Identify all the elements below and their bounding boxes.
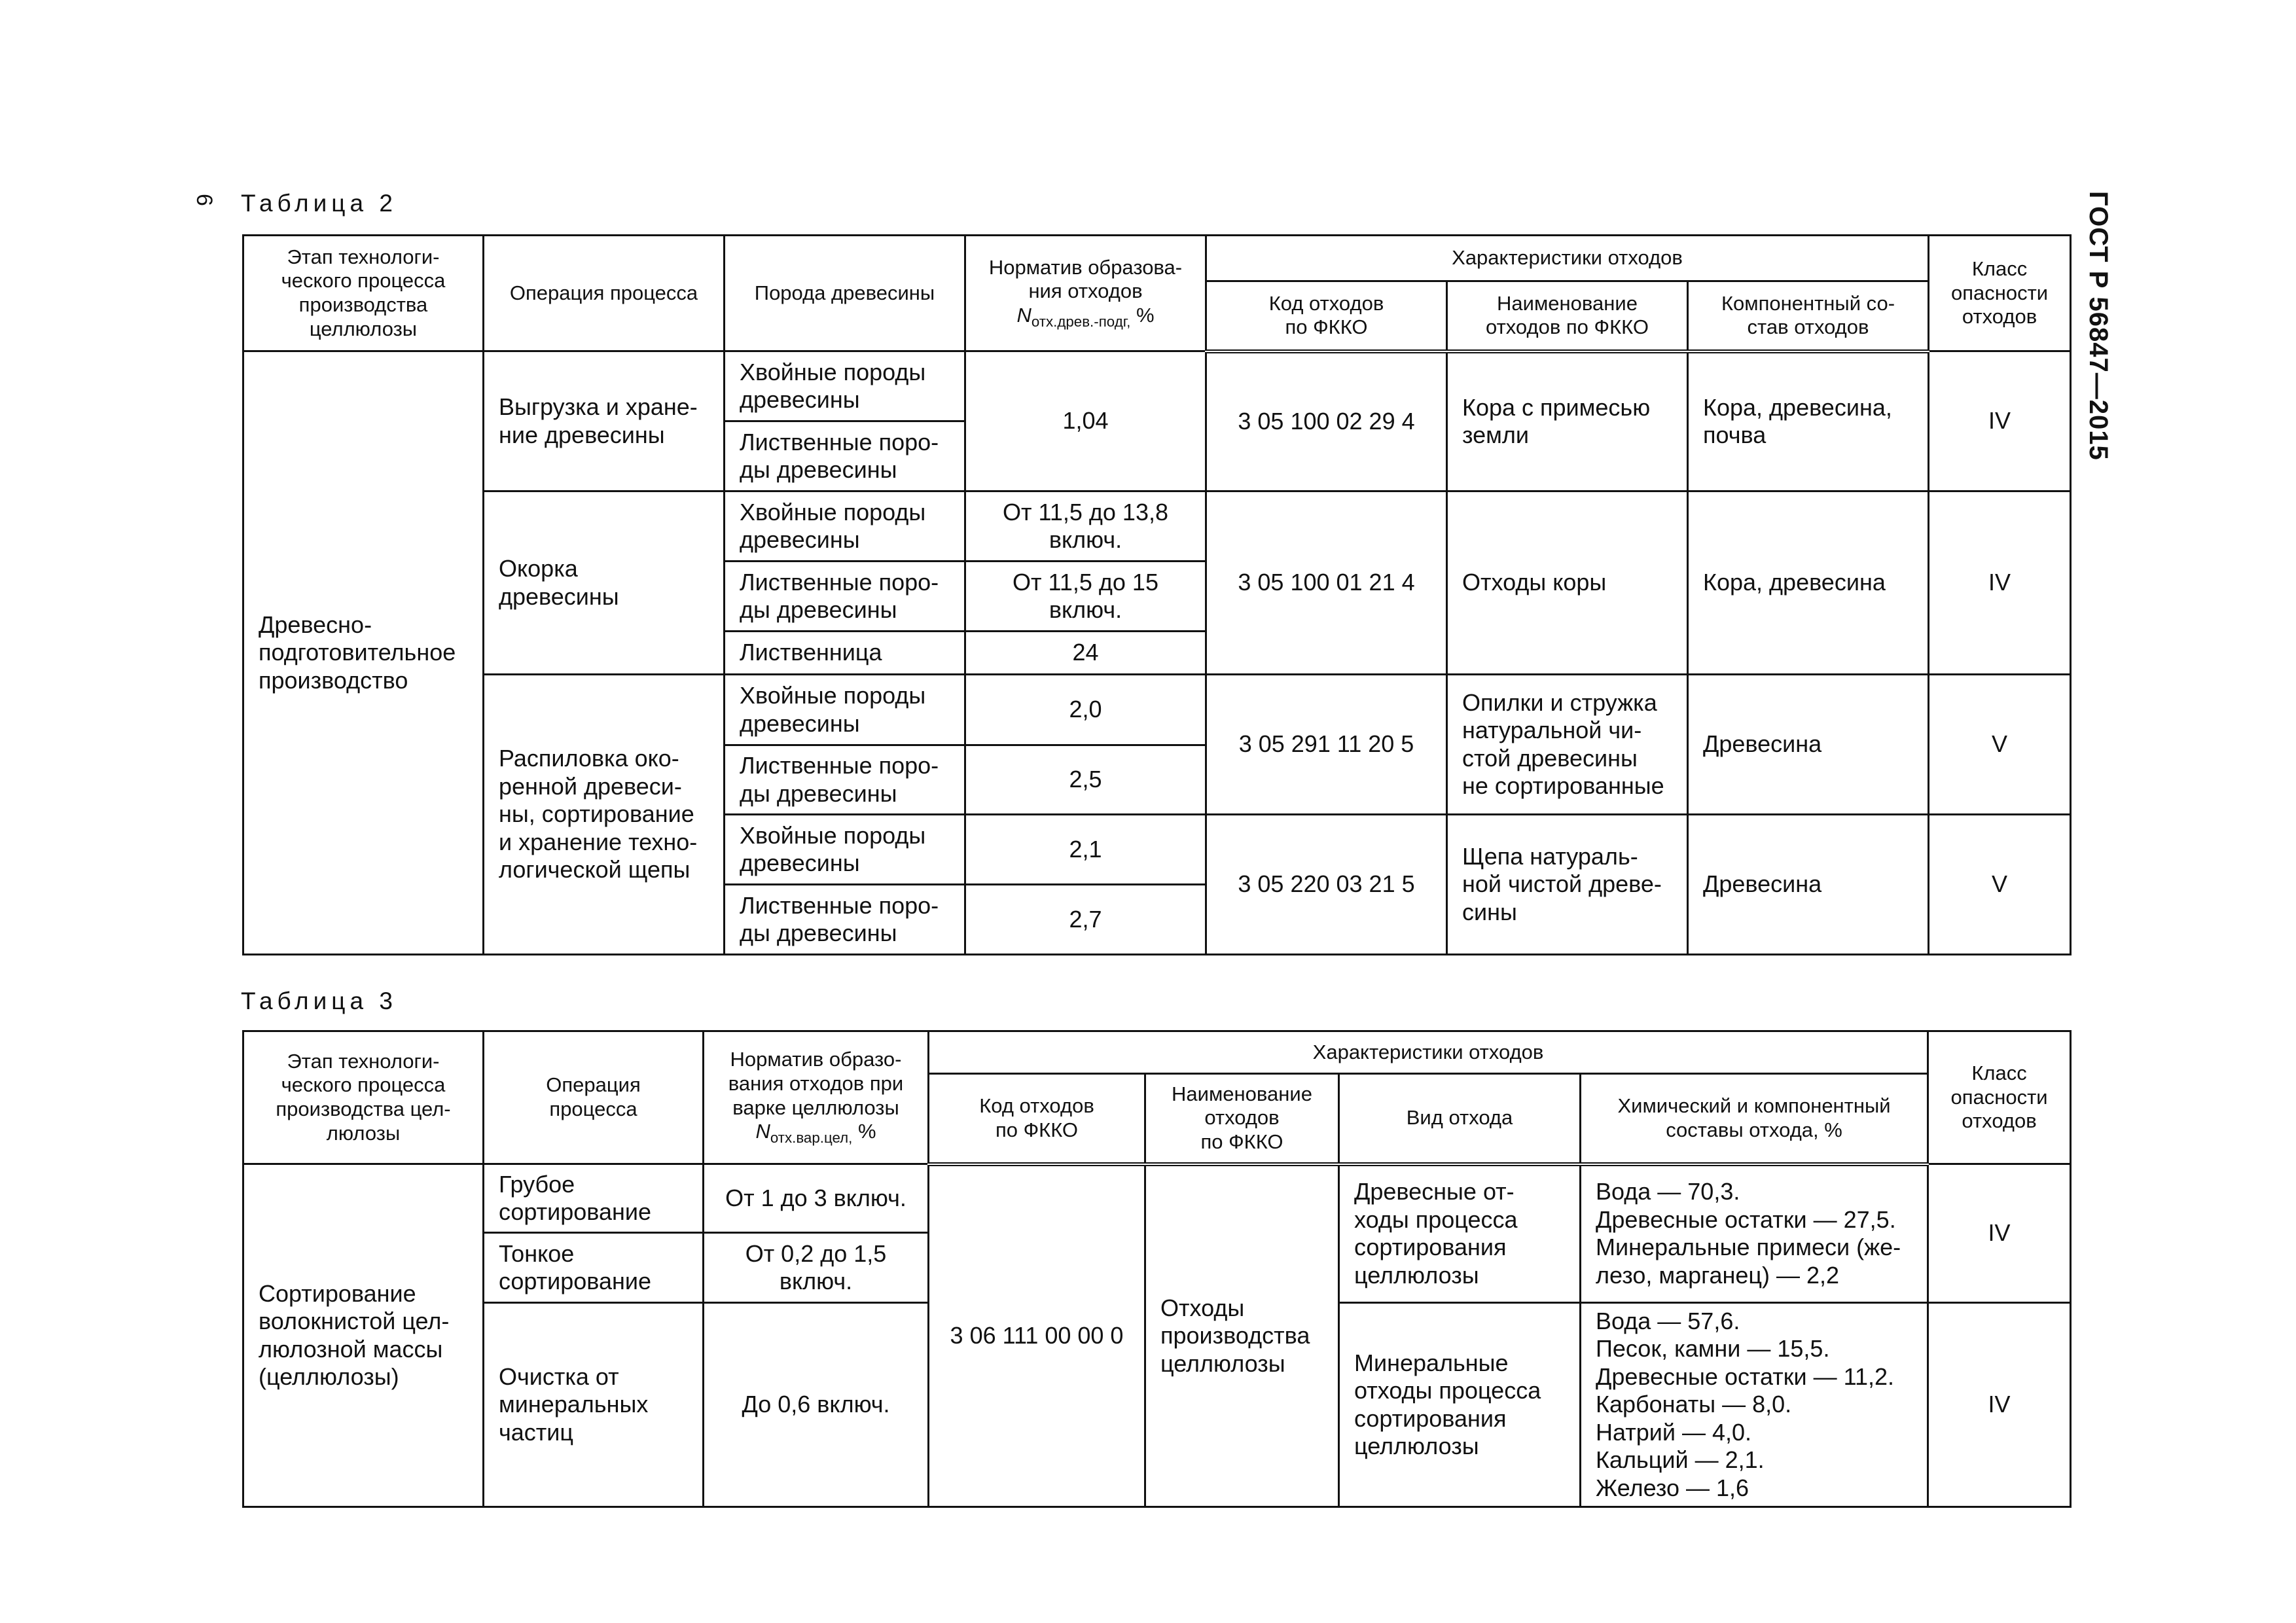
t2-wood-cell: Хвойные породы древесины [725,491,965,562]
t2-norm-cell: 1,04 [965,351,1206,491]
t2-name-cell: Кора с примесью земли [1447,351,1688,491]
t2-operation-cell: Выгрузка и хране- ние древесины [484,351,725,491]
t2-composition-cell: Древесина [1688,815,1929,955]
t2-header-norm: Норматив образова- ния отходов $N_{отх.древ.-подг,}$ % [965,236,1206,351]
t2-name-cell: Отходы коры [1447,491,1688,675]
t2-operation-cell: Распиловка око- ренной древеси- ны, сортирование и хранение техно- логической щепы [484,675,725,955]
t2-hazard-cell: IV [1929,351,2071,491]
t2-wood-cell: Лиственные поро- ды древесины [725,885,965,955]
t2-header-wood: Порода древесины [725,236,965,351]
t3-code-cell: 3 06 111 00 00 0 [929,1164,1145,1507]
t2-composition-cell: Кора, древесина [1688,491,1929,675]
t3-header-hazard: Класс опасности отходов [1928,1031,2071,1164]
table-3-caption: Таблица 3 [241,988,397,1014]
t2-wood-cell: Лиственница [725,632,965,675]
t3-header-operation: Операция процесса [484,1031,704,1164]
t3-header-code: Код отходов по ФККО [929,1074,1145,1164]
t2-header-hazard: Класс опасности отходов [1929,236,2071,351]
t3-chem-cell: Вода — 57,6. Песок, камни — 15,5. Древесные остатки — 11,2. Карбонаты — 8,0. Натрий — 4,0. Кальций — 2,1. Железо — 1,6 [1581,1303,1928,1507]
t2-composition-cell: Кора, древесина, почва [1688,351,1929,491]
t3-header-characteristics: Характеристики отходов [929,1031,1928,1074]
t2-hazard-cell: V [1929,675,2071,815]
t2-norm-cell: 2,7 [965,885,1206,955]
t2-header-operation: Операция процесса [484,236,725,351]
table-2 [242,234,2072,955]
t2-hazard-cell: V [1929,815,2071,955]
t2-header-code: Код отходов по ФККО [1206,281,1447,351]
t2-norm-cell: 2,0 [965,675,1206,745]
t3-header-kind: Вид отхода [1339,1074,1581,1164]
t2-wood-cell: Хвойные породы древесины [725,675,965,745]
t2-header-composition: Компонентный со- став отходов [1688,281,1929,351]
t3-name-cell: Отходы производства целлюлозы [1145,1164,1339,1507]
t2-code-cell: 3 05 220 03 21 5 [1206,815,1447,955]
t2-header-stage: Этап технологи- ческого процесса производства целлюлозы [243,236,484,351]
t2-wood-cell: Лиственные поро- ды древесины [725,421,965,491]
table-3 [242,1030,2072,1508]
t2-code-cell: 3 05 100 01 21 4 [1206,491,1447,675]
t3-hazard-cell: IV [1928,1164,2071,1303]
t3-operation-cell: Грубое сортирование [484,1164,704,1233]
t2-operation-cell: Окорка древесины [484,491,725,675]
t2-norm-cell: 2,5 [965,745,1206,815]
t2-header-characteristics: Характеристики отходов [1206,236,1929,281]
t2-name-cell: Опилки и стружка натуральной чи- стой древесины не сортированные [1447,675,1688,815]
t3-header-stage: Этап технологи- ческого процесса производства цел- люлозы [243,1031,484,1164]
t3-header-name: Наименование отходов по ФККО [1145,1074,1339,1164]
t2-header-name: Наименование отходов по ФККО [1447,281,1688,351]
t2-wood-cell: Лиственные поро- ды древесины [725,562,965,632]
t3-kind-cell: Минеральные отходы процесса сортирования целлюлозы [1339,1303,1581,1507]
t3-header-norm: Норматив образо- вания отходов при варке целлюлозы $N_{отх.вар.цел,}$ % [704,1031,929,1164]
t2-hazard-cell: IV [1929,491,2071,675]
t2-norm-cell: 24 [965,632,1206,675]
t3-hazard-cell: IV [1928,1303,2071,1507]
t2-norm-cell: От 11,5 до 15 включ. [965,562,1206,632]
t3-kind-cell: Древесные от- ходы процесса сортирования целлюлозы [1339,1164,1581,1303]
t2-composition-cell: Древесина [1688,675,1929,815]
t2-name-cell: Щепа натураль- ной чистой древе- сины [1447,815,1688,955]
t2-stage-cell: Древесно- подготовительное производство [243,351,484,955]
document-code-title: ГОСТ Р 56847—2015 [2084,191,2113,461]
t3-norm-cell: От 0,2 до 1,5 включ. [704,1233,929,1303]
t3-stage-cell: Сортирование волокнистой цел- люлозной массы (целлюлозы) [243,1164,484,1507]
t3-norm-cell: До 0,6 включ. [704,1303,929,1507]
t2-wood-cell: Хвойные породы древесины [725,351,965,421]
t2-norm-cell: От 11,5 до 13,8 включ. [965,491,1206,562]
table-2-caption: Таблица 2 [241,190,397,217]
t2-code-cell: 3 05 100 02 29 4 [1206,351,1447,491]
t3-header-chem: Химический и компонентный составы отхода, % [1581,1074,1928,1164]
page-number: 6 [191,194,217,206]
t2-code-cell: 3 05 291 11 20 5 [1206,675,1447,815]
t3-operation-cell: Очистка от минеральных частиц [484,1303,704,1507]
t3-operation-cell: Тонкое сортирование [484,1233,704,1303]
t2-wood-cell: Лиственные поро- ды древесины [725,745,965,815]
t2-norm-cell: 2,1 [965,815,1206,885]
t2-wood-cell: Хвойные породы древесины [725,815,965,885]
t3-norm-cell: От 1 до 3 включ. [704,1164,929,1233]
t3-chem-cell: Вода — 70,3. Древесные остатки — 27,5. Минеральные примеси (же- лезо, марганец) — 2,2 [1581,1164,1928,1303]
